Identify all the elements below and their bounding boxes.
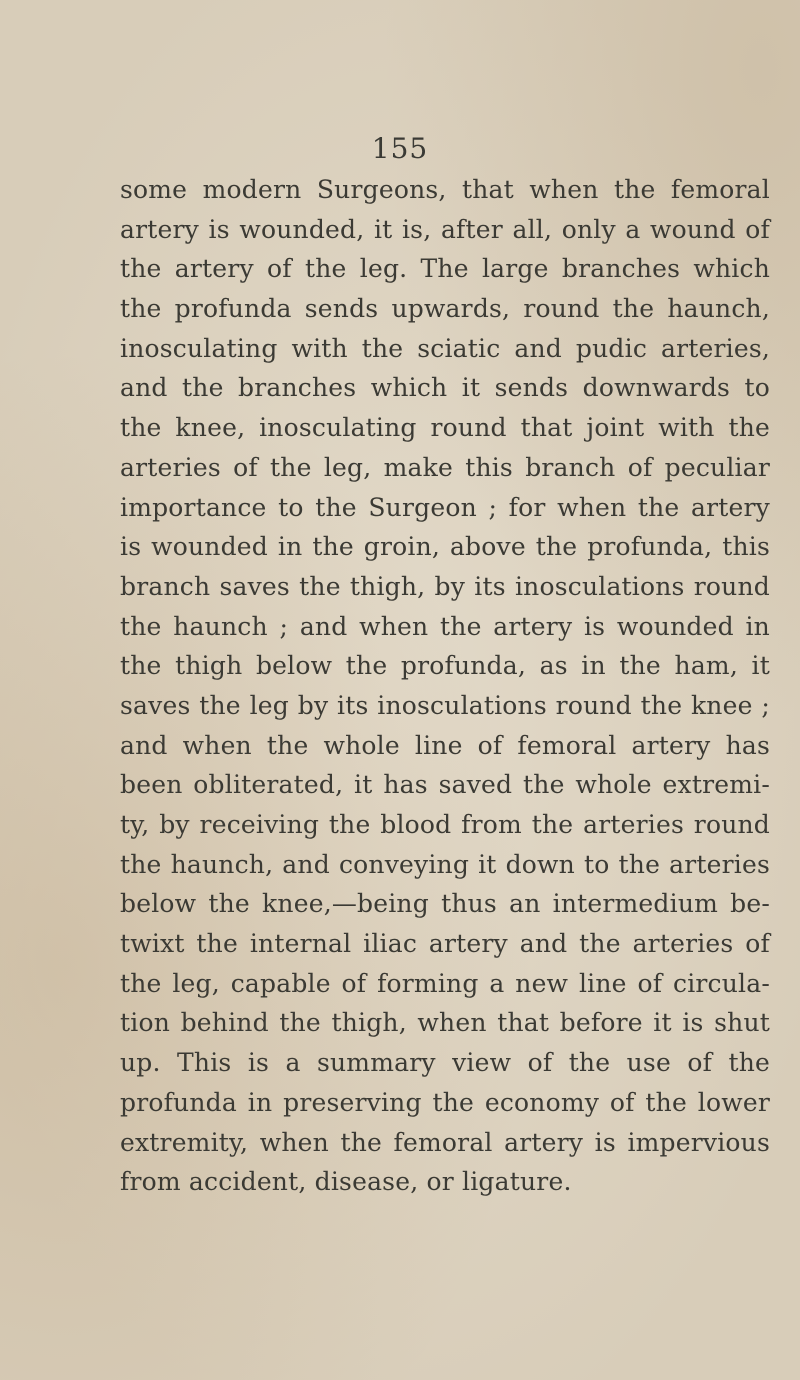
- text-line: some modern Surgeons, that when the femoral: [120, 175, 770, 204]
- text-line: ty, by receiving the blood from the arteries round: [120, 810, 770, 839]
- page-number: 155: [371, 132, 429, 165]
- text-line: the haunch, and conveying it down to the arteries: [120, 849, 770, 879]
- text-line: and the branches which it sends downwards to: [120, 373, 770, 403]
- text-line: inosculating with the sciatic and pudic arteries,: [120, 333, 770, 363]
- text-line: the haunch ; and when the artery is wounded in: [120, 611, 770, 641]
- text-line: the profunda sends upwards, round the haunch,: [120, 294, 770, 324]
- text-line: the artery of the leg. The large branches which: [120, 254, 770, 284]
- text-line: below the knee,—being thus an intermedium be-: [120, 889, 770, 919]
- text-line: tion behind the thigh, when that before it is shut: [120, 1008, 770, 1038]
- text-line: artery is wounded, it is, after all, only a wound of: [120, 214, 770, 244]
- text-line: been obliterated, it has saved the whole extremi-: [120, 770, 770, 800]
- text-line: profunda in preserving the economy of the lower: [120, 1087, 770, 1117]
- text-line: extremity, when the femoral artery is impervious: [120, 1127, 770, 1157]
- text-line: up. This is a summary view of the use of the: [120, 1048, 770, 1078]
- text-line: is wounded in the groin, above the profunda, this: [120, 532, 770, 562]
- text-line: the thigh below the profunda, as in the ham, it: [120, 651, 770, 681]
- text-line: the knee, inosculating round that joint with the: [120, 413, 770, 443]
- text-line: and when the whole line of femoral artery has: [120, 730, 770, 760]
- text-line: twixt the internal iliac artery and the arteries of: [120, 929, 770, 959]
- text-line-last: from accident, disease, or ligature.: [120, 1167, 572, 1197]
- body-text: [120, 170, 770, 1202]
- text-line: saves the leg by its inosculations round the knee ;: [120, 690, 770, 720]
- text-line: the leg, capable of forming a new line of circula-: [120, 968, 770, 998]
- text-line: branch saves the thigh, by its inosculations round: [120, 571, 770, 601]
- text-line: importance to the Surgeon ; for when the artery: [120, 492, 770, 522]
- text-line: arteries of the leg, make this branch of peculiar: [120, 452, 770, 482]
